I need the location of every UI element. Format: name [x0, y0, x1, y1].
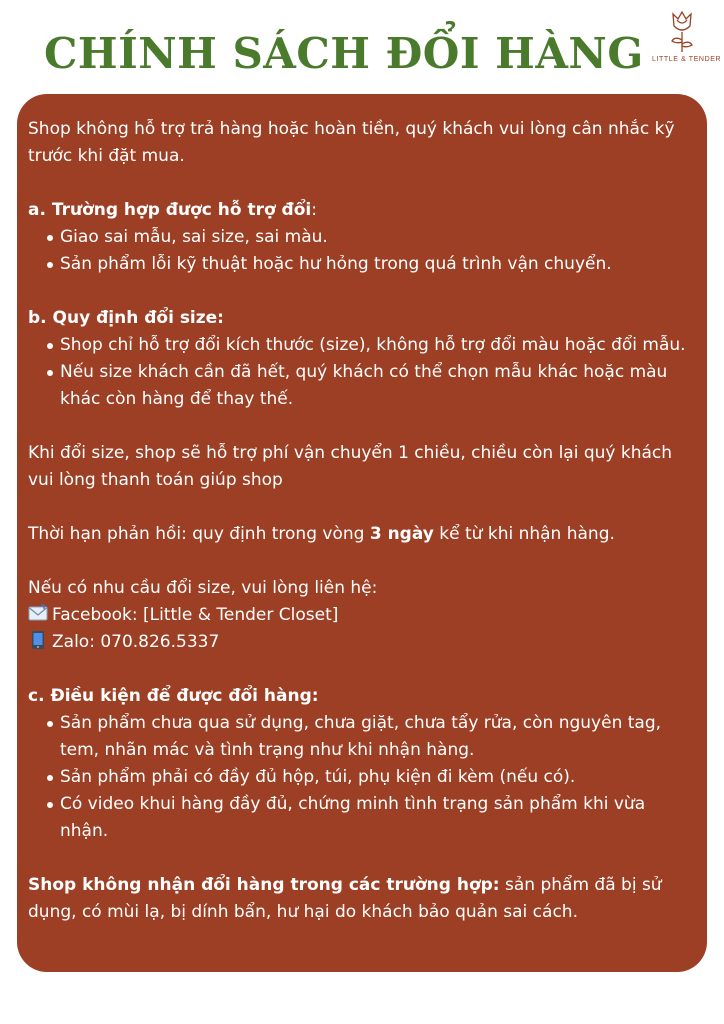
envelope-icon [28, 603, 48, 623]
list-item: Nếu size khách cần đã hết, quý khách có thể chọn mẫu khác hoặc màu khác còn hàng để thay thế. [60, 359, 695, 413]
zalo-contact[interactable]: Zalo: 070.826.5337 [52, 632, 220, 652]
list-item: Sản phẩm chưa qua sử dụng, chưa giặt, chưa tẩy rửa, còn nguyên tag, tem, nhãn mác và tình trạng như khi nhận hàng. [60, 710, 695, 764]
section-a-colon: : [311, 200, 317, 220]
response-time-suffix: kể từ khi nhận hàng. [433, 524, 615, 544]
list-item: Sản phẩm phải có đầy đủ hộp, túi, phụ kiện đi kèm (nếu có). [60, 764, 695, 791]
facebook-contact[interactable]: Facebook: [Little & Tender Closet] [52, 605, 339, 625]
section-c-list [28, 710, 695, 845]
logo-text: LITTLE & TENDER [652, 56, 722, 63]
section-c-heading: c. Điều kiện để được đổi hàng: [28, 686, 319, 706]
response-time-prefix: Thời hạn phản hồi: quy định trong vòng [28, 524, 370, 544]
list-item: Sản phẩm lỗi kỹ thuật hoặc hư hỏng trong quá trình vận chuyển. [60, 251, 695, 278]
shipping-note: Khi đổi size, shop sẽ hỗ trợ phí vận chuyển 1 chiều, chiều còn lại quý khách vui lòng thanh toán giúp shop [28, 443, 673, 490]
list-item: Shop chỉ hỗ trợ đổi kích thước (size), không hỗ trợ đổi màu hoặc đổi mẫu. [60, 332, 695, 359]
section-a-heading: a. Trường hợp được hỗ trợ đổi [28, 200, 312, 220]
contact-zalo [28, 629, 695, 656]
page-title: CHÍNH SÁCH ĐỔI HÀNG [44, 29, 644, 78]
section-b-heading: b. Quy định đổi size: [28, 308, 224, 328]
list-item: Giao sai mẫu, sai size, sai màu. [60, 224, 695, 251]
exclusion-text: sản phẩm đã bị sử dụng, có mùi lạ, bị dính bẩn, hư hại do khách bảo quản sai cách. [28, 875, 662, 922]
exclusion-heading: Shop không nhận đổi hàng trong các trường hợp: [28, 875, 500, 895]
policy-card [17, 94, 707, 972]
section-b-list [28, 332, 695, 413]
section-a-heading-line [28, 197, 695, 224]
intro-text: Shop không hỗ trợ trả hàng hoặc hoàn tiền, quý khách vui lòng cân nhắc kỹ trước khi đặt mua. [28, 119, 675, 166]
section-a-list [28, 224, 695, 278]
brand-logo [652, 8, 722, 78]
contact-facebook [28, 602, 695, 629]
contact-intro: Nếu có nhu cầu đổi size, vui lòng liên hệ: [28, 578, 378, 598]
list-item: Có video khui hàng đầy đủ, chứng minh tình trạng sản phẩm khi vừa nhận. [60, 791, 695, 845]
mobile-phone-icon [28, 630, 48, 650]
response-time-days: 3 ngày [369, 524, 434, 544]
exclusion-note [28, 872, 695, 926]
rose-logo-icon [665, 8, 699, 54]
response-time [28, 521, 695, 548]
